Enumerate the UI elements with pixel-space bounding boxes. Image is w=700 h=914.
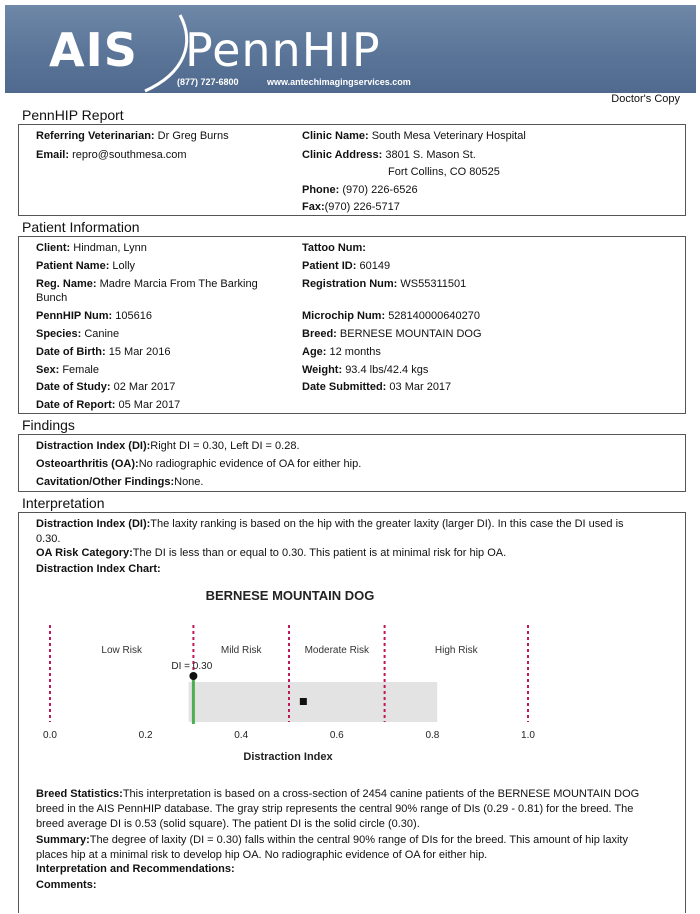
- findings-cavitation-value: None.: [174, 476, 204, 488]
- interp-di-text-2: 0.30.: [36, 533, 61, 545]
- email-row: [36, 149, 187, 161]
- breed-stats-text-3: breed average DI is 0.53 (solid square). The patient DI is the solid circle (0.30).: [36, 818, 420, 830]
- registration-num-value: WS55311501: [400, 278, 467, 290]
- chart-title: BERNESE MOUNTAIN DOG: [205, 588, 375, 603]
- email-label: Email:: [36, 149, 70, 161]
- clinic-name-value: South Mesa Veterinary Hospital: [371, 130, 526, 142]
- weight-value: 93.4 lbs/42.4 kgs: [345, 364, 429, 376]
- findings-di-value: Right DI = 0.30, Left DI = 0.28.: [150, 440, 300, 452]
- summary-paragraph: [36, 833, 666, 863]
- pennhip-num-label: PennHIP Num:: [36, 310, 113, 322]
- interp-di-text-1: The laxity ranking is based on the hip with the greater laxity (larger DI). In this case the DI used is: [150, 518, 624, 530]
- pennhip-num-row: [36, 310, 152, 322]
- reg-name-row: [36, 278, 258, 290]
- comments-label-text: Comments:: [36, 879, 97, 891]
- dob-label: Date of Birth:: [36, 346, 106, 358]
- risk-label: High Risk: [434, 645, 478, 656]
- patient-name-label: Patient Name:: [36, 260, 110, 272]
- clinic-name-label: Clinic Name:: [302, 130, 369, 142]
- recommendations-label: [36, 863, 235, 875]
- breed-stats-label: Breed Statistics:: [36, 788, 123, 800]
- interp-oa-row: [36, 547, 506, 559]
- fax-row: [302, 201, 400, 213]
- ref-vet-value: Dr Greg Burns: [157, 130, 229, 142]
- risk-label: Low Risk: [101, 645, 142, 656]
- logo-ais: AIS: [49, 23, 138, 77]
- clinic-address-row: [302, 149, 476, 161]
- findings-di-label: Distraction Index (DI):: [36, 440, 151, 452]
- interp-oa-label: OA Risk Category:: [36, 547, 133, 559]
- microchip-label: Microchip Num:: [302, 310, 386, 322]
- phone-label: Phone:: [302, 184, 340, 196]
- ref-vet-row: [36, 130, 229, 142]
- patient-id-label: Patient ID:: [302, 260, 357, 272]
- tattoo-row: [302, 242, 366, 254]
- findings-di-row: [36, 440, 300, 452]
- report-date-row: [36, 399, 180, 411]
- study-date-value: 02 Mar 2017: [113, 381, 176, 393]
- summary-text-1: The degree of laxity (DI = 0.30) falls within the central 90% range of DIs for the breed. This amount of hip laxity: [89, 834, 628, 846]
- banner-website: www.antechimagingservices.com: [267, 77, 411, 87]
- doctors-copy-label: Doctor's Copy: [611, 93, 680, 105]
- breed-stats-paragraph: [36, 787, 666, 832]
- age-value: 12 months: [329, 346, 381, 358]
- tattoo-label: Tattoo Num:: [302, 242, 366, 254]
- patient-di-marker: [189, 672, 197, 680]
- findings-cavitation-row: [36, 476, 203, 488]
- sex-label: Sex:: [36, 364, 60, 376]
- clinic-address-line1: 3801 S. Mason St.: [385, 149, 476, 161]
- patient-section-title: Patient Information: [22, 219, 140, 235]
- age-row: [302, 346, 381, 358]
- patient-name-value: Lolly: [112, 260, 136, 272]
- logo-pennhip: PennHIP: [185, 23, 381, 77]
- species-value: Canine: [84, 328, 120, 340]
- pennhip-num-value: 105616: [115, 310, 152, 322]
- client-row: [36, 242, 147, 254]
- findings-oa-row: [36, 458, 361, 470]
- breed-stats-text-1: This interpretation is based on a cross-section of 2454 canine patients of the BERNESE MOUNTAIN DOG: [122, 788, 640, 800]
- weight-row: [302, 364, 428, 376]
- microchip-value: 528140000640270: [388, 310, 480, 322]
- header-banner: [5, 5, 696, 93]
- fax-label: Fax:: [302, 201, 325, 213]
- patient-di-label: DI = 0.30: [171, 661, 213, 672]
- submitted-value: 03 Mar 2017: [389, 381, 452, 393]
- study-date-label: Date of Study:: [36, 381, 111, 393]
- submitted-row: [302, 381, 451, 393]
- report-section-title: PennHIP Report: [22, 107, 124, 123]
- sex-row: [36, 364, 99, 376]
- client-label: Client:: [36, 242, 71, 254]
- risk-label: Moderate Risk: [304, 645, 370, 656]
- weight-label: Weight:: [302, 364, 343, 376]
- species-row: [36, 328, 119, 340]
- findings-cavitation-label: Cavitation/Other Findings:: [36, 476, 175, 488]
- x-tick-label: 0.4: [234, 730, 249, 741]
- registration-num-row: [302, 278, 466, 290]
- summary-label: Summary:: [36, 834, 90, 846]
- interp-di-label: Distraction Index (DI):: [36, 518, 151, 530]
- interpretation-section-title: Interpretation: [22, 495, 105, 511]
- x-axis-label: Distraction Index: [243, 751, 333, 763]
- dob-value: 15 Mar 2016: [108, 346, 171, 358]
- clinic-address-label: Clinic Address:: [302, 149, 383, 161]
- breed-value: BERNESE MOUNTAIN DOG: [339, 328, 482, 340]
- x-tick-label: 0.8: [425, 730, 440, 741]
- interp-chart-label: [36, 563, 161, 575]
- breed-label: Breed:: [302, 328, 337, 340]
- submitted-label: Date Submitted:: [302, 381, 387, 393]
- banner-phone: (877) 727-6800: [177, 77, 239, 87]
- interp-di-paragraph: [36, 517, 666, 547]
- registration-num-label: Registration Num:: [302, 278, 398, 290]
- recommendations-label-text: Interpretation and Recommendations:: [36, 863, 235, 875]
- clinic-name-row: [302, 130, 526, 142]
- report-date-value: 05 Mar 2017: [118, 399, 181, 411]
- x-tick-label: 1.0: [521, 730, 535, 741]
- clinic-address-line2: Fort Collins, CO 80525: [388, 166, 500, 178]
- risk-label: Mild Risk: [220, 645, 262, 656]
- patient-id-value: 60149: [359, 260, 391, 272]
- findings-oa-value: No radiographic evidence of OA for either hip.: [138, 458, 362, 470]
- interp-chart-label-text: Distraction Index Chart:: [36, 563, 161, 575]
- findings-oa-label: Osteoarthritis (OA):: [36, 458, 139, 470]
- x-tick-label: 0.0: [43, 730, 57, 741]
- microchip-row: [302, 310, 480, 322]
- patient-name-row: [36, 260, 135, 272]
- study-date-row: [36, 381, 175, 393]
- breed-average-marker: [300, 698, 307, 705]
- summary-text-2: places hip at a minimal risk to develop hip OA. No radiographic evidence of OA for either hip.: [36, 849, 488, 861]
- dob-row: [36, 346, 171, 358]
- breed-range-strip: [189, 682, 438, 722]
- reg-name-label: Reg. Name:: [36, 278, 97, 290]
- patient-id-row: [302, 260, 390, 272]
- breed-stats-text-2: breed in the AIS PennHIP database. The gray strip represents the central 90% range of DIs (0.29 - 0.81) for the breed. The: [36, 803, 634, 815]
- report-date-label: Date of Report:: [36, 399, 116, 411]
- client-value: Hindman, Lynn: [73, 242, 147, 254]
- x-tick-label: 0.6: [329, 730, 344, 741]
- email-value: repro@southmesa.com: [72, 149, 187, 161]
- findings-section-title: Findings: [22, 417, 75, 433]
- ref-vet-label: Referring Veterinarian:: [36, 130, 155, 142]
- reg-name-value-line2: Bunch: [36, 292, 68, 304]
- reg-name-value-line1: Madre Marcia From The Barking: [99, 278, 258, 290]
- interp-oa-value: The DI is less than or equal to 0.30. This patient is at minimal risk for hip OA.: [132, 547, 507, 559]
- comments-label: [36, 879, 97, 891]
- species-label: Species:: [36, 328, 82, 340]
- phone-row: [302, 184, 418, 196]
- breed-row: [302, 328, 482, 340]
- distraction-index-chart: [0, 580, 700, 770]
- age-label: Age:: [302, 346, 327, 358]
- x-tick-label: 0.2: [138, 730, 153, 741]
- sex-value: Female: [62, 364, 99, 376]
- fax-value: (970) 226-5717: [324, 201, 400, 213]
- phone-value: (970) 226-6526: [342, 184, 418, 196]
